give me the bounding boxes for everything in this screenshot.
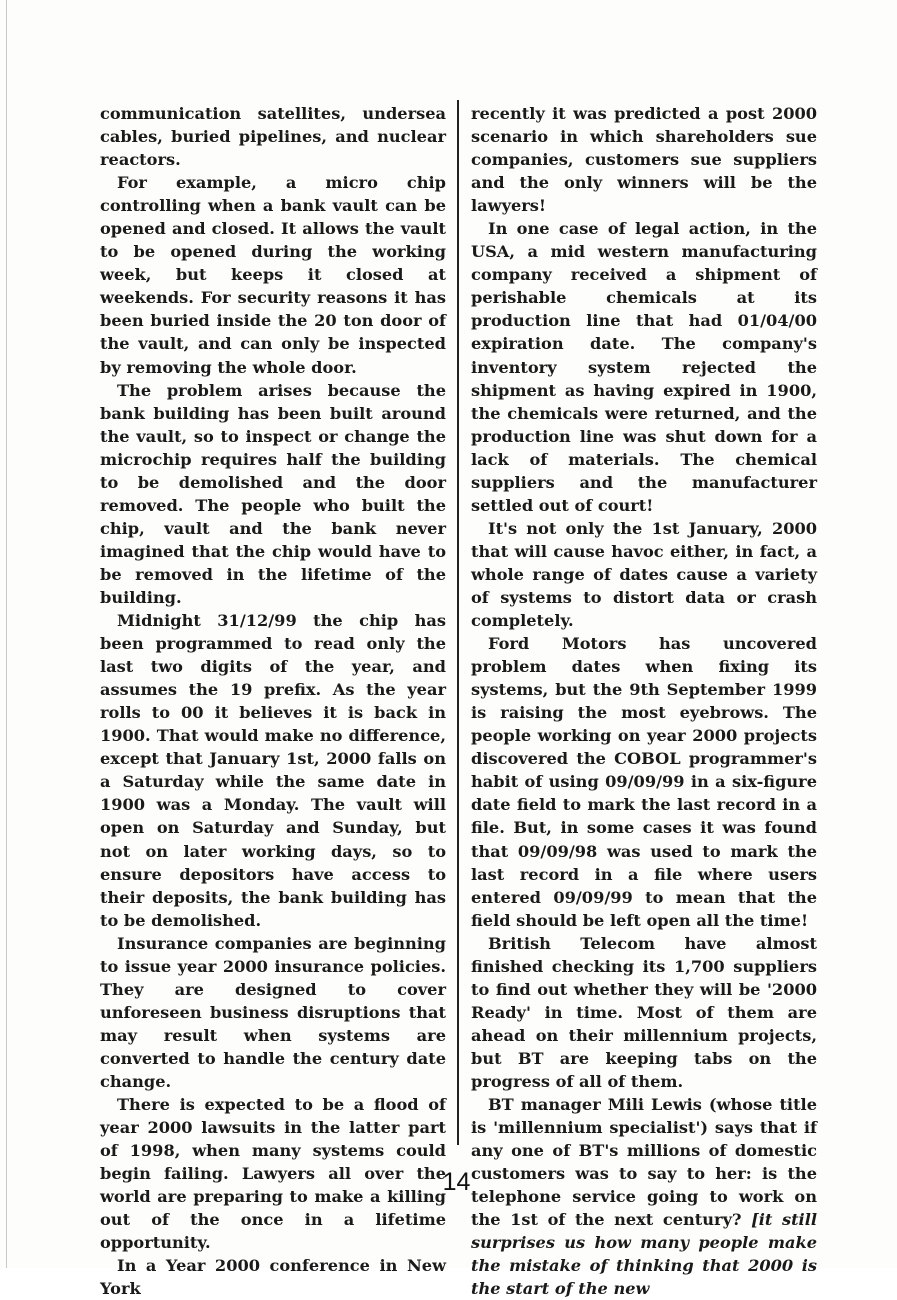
page-number: [0, 1168, 897, 1197]
paragraph: British Telecom have almost finished checking its 1,700 suppliers to find out whether they will be '2000 Ready' in time. Most of them are ahead on their millennium projects, but BT are keeping tabs on the progress of all of them.: [471, 933, 817, 1091]
page-number-text: 14: [442, 1168, 471, 1196]
paragraph: Midnight 31/12/99 the chip has been programmed to read only the last two digits of the year, and assumes the 19 prefix. As the year rolls to 00 it believes it is back in 1900. That would make no difference, except that January 1st, 2000 falls on a Saturday while the same date in 1900 was a Monday. The vault will open on Saturday and Sunday, but not on later working days, so to ensure depositors have access to their deposits, the bank building has to be demolished.: [100, 611, 446, 930]
paragraph: It's not only the 1st January, 2000 that will cause havoc either, in fact, a whole range of dates cause a variety of systems to distort data or crash completely.: [471, 518, 817, 631]
paragraph: communication satellites, undersea cables, buried pipelines, and nuclear reactors.: [100, 104, 446, 170]
paragraph: In a Year 2000 conference in New York: [100, 1256, 446, 1299]
paragraph: There is expected to be a flood of year 2000 lawsuits in the latter part of 1998, when many systems could begin failing. Lawyers all over the world are preparing to make a killing out of the once in a lifetime opportunity.: [100, 1095, 446, 1253]
paragraph: recently it was predicted a post 2000 scenario in which shareholders sue companies, customers sue suppliers and the only winners will be the lawyers!: [471, 104, 817, 216]
left-text-column: [100, 102, 446, 1300]
paragraph: Ford Motors has uncovered problem dates when fixing its systems, but the 9th September 1999 is raising the most eyebrows. The people working on year 2000 projects discovered the COBOL programmer's habit of using 09/09/99 in a six-figure date field to mark the last record in a file. But, in some cases it was found that 09/09/98 was used to mark the last record in a file where users entered 09/09/99 to mean that the field should be left open all the time!: [471, 634, 817, 930]
paragraph: For example, a micro chip controlling when a bank vault can be opened and closed. It allows the vault to be opened during the working week, but keeps it closed at weekends. For security reasons it has been buried inside the 20 ton door of the vault, and can only be inspected by removing the whole door.: [100, 173, 446, 377]
paragraph-text: BT manager Mili Lewis (whose title is 'millennium specialist') says that if any one of BT's millions of domestic customers was to say to her: is the telephone service going to work on the 1st of the next century?: [471, 1095, 817, 1230]
paragraph: The problem arises because the bank building has been built around the vault, so to inspect or change the microchip requires half the building to be demolished and the door removed. The people who built the chip, vault and the bank never imagined that the chip would have to be removed in the lifetime of the building.: [100, 380, 446, 607]
italic-note: [it still surprises us how many people make the mistake of thinking that 2000 is the start of the new: [471, 1210, 817, 1299]
paragraph: In one case of legal action, in the USA, a mid western manufacturing company received a shipment of perishable chemicals at its production line that had 01/04/00 expiration date. The company's inventory system rejected the shipment as having expired in 1900, the chemicals were returned, and the production line was shut down for a lack of materials. The chemical suppliers and the manufacturer settled out of court!: [471, 219, 817, 515]
column-divider: [457, 100, 459, 1145]
paragraph: Insurance companies are beginning to issue year 2000 insurance policies. They are designed to cover unforeseen business disruptions that may result when systems are converted to handle the century date change.: [100, 933, 446, 1091]
page-edge-line: [6, 0, 7, 1268]
right-text-column: [471, 102, 817, 1300]
